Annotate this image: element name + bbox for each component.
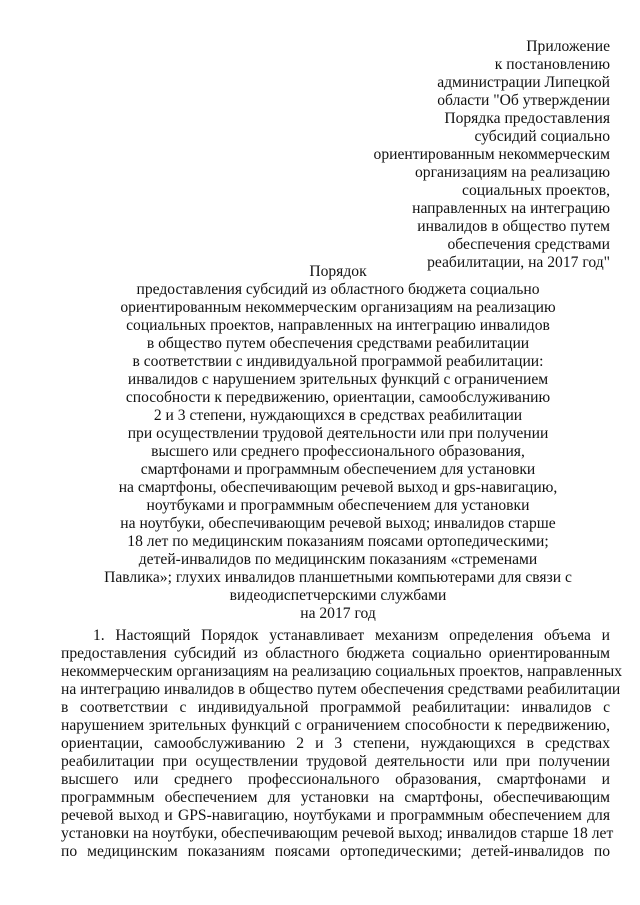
paragraph-line: реабилитации при осуществлении трудовой деятельности или при получении [61, 753, 610, 770]
appendix-line: Порядка предоставления [444, 110, 610, 127]
title-line: социальных проектов, направленных на интеграцию инвалидов [126, 317, 550, 334]
title-line: способности к передвижению, ориентации, самообслуживанию [125, 389, 551, 406]
title-line: Порядок [309, 263, 367, 280]
title-line: 2 и 3 степени, нуждающихся в средствах реабилитации [153, 407, 523, 424]
paragraph-line: установки на ноутбуки, обеспечивающим речевой выход; инвалидов старше 18 лет [61, 825, 614, 842]
title-line: на ноутбуки, обеспечивающим речевой выход; инвалидов старше [120, 515, 556, 532]
title-line: Павлика»; глухих инвалидов планшетными компьютерами для связи с [104, 569, 572, 586]
appendix-line: Приложение [526, 38, 610, 55]
paragraph-line: нарушением зрительных функций с ограничением способности к передвижению, [61, 717, 610, 734]
paragraph-line: высшего или среднего профессионального образования, смартфонами и [61, 771, 610, 788]
appendix-line: направленных на интеграцию [412, 200, 610, 217]
paragraph-line: по медицинским показаниям поясами ортопедическими; детей-инвалидов по [61, 843, 610, 860]
appendix-line: области "Об утверждении [437, 92, 610, 109]
title-line: на 2017 год [300, 605, 376, 622]
appendix-line: субсидий социально [474, 128, 610, 145]
appendix-line: социальных проектов, [462, 182, 610, 199]
title-line: смартфонами и программным обеспечением для установки [140, 461, 536, 478]
appendix-line: инвалидов в общество путем [417, 218, 610, 235]
appendix-line: к постановлению [494, 56, 610, 73]
title-line: видеодиспетчерскими службами [229, 587, 447, 604]
title-line: предоставления субсидий из областного бюджета социально [136, 281, 540, 298]
paragraph-line: ориентации, самообслуживанию 2 и 3 степени, нуждающихся в средствах [61, 735, 610, 752]
appendix-line: организациям на реализацию [415, 164, 610, 181]
title-line: ориентированным некоммерческим организациям на реализацию [120, 299, 556, 316]
paragraph-line: программным обеспечением для установки на смартфоны, обеспечивающим [61, 789, 610, 806]
appendix-line: реабилитации, на 2017 год" [427, 254, 610, 271]
appendix-line: обеспечения средствами [447, 236, 610, 253]
title-line: при осуществлении трудовой деятельности или при получении [127, 425, 549, 442]
appendix-line: ориентированным некоммерческим [373, 146, 610, 163]
paragraph-line: предоставления субсидий из областного бюджета социально ориентированным [61, 645, 610, 662]
title-line: инвалидов с нарушением зрительных функций с ограничением [127, 371, 549, 388]
title-line: на смартфоны, обеспечивающим речевой выход и gps-навигацию, [118, 479, 558, 496]
paragraph-line: 1. Настоящий Порядок устанавливает механизм определения объема и [93, 627, 610, 644]
paragraph-line: речевой выход и GPS-навигацию, ноутбуками и программным обеспечением для [61, 807, 610, 824]
title-line: 18 лет по медицинским показаниям поясами ортопедическими; [127, 533, 549, 550]
title-line: в общество путем обеспечения средствами реабилитации [146, 335, 530, 352]
title-line: ноутбуками и программным обеспечением для установки [146, 497, 530, 514]
paragraph-line: на интеграцию инвалидов в общество путем обеспечения средствами реабилитации [61, 681, 621, 698]
title-line: высшего или среднего профессионального образования, [151, 443, 525, 460]
title-line: детей-инвалидов по медицинским показаниям «стременами [138, 551, 538, 568]
appendix-line: администрации Липецкой [437, 74, 610, 91]
title-line: в соответствии с индивидуальной программой реабилитации: [132, 353, 544, 370]
paragraph-line: в соответствии с индивидуальной программой реабилитации: инвалидов с [61, 699, 610, 716]
paragraph-line: некоммерческим организациям на реализацию социальных проектов, направленных [61, 663, 623, 680]
